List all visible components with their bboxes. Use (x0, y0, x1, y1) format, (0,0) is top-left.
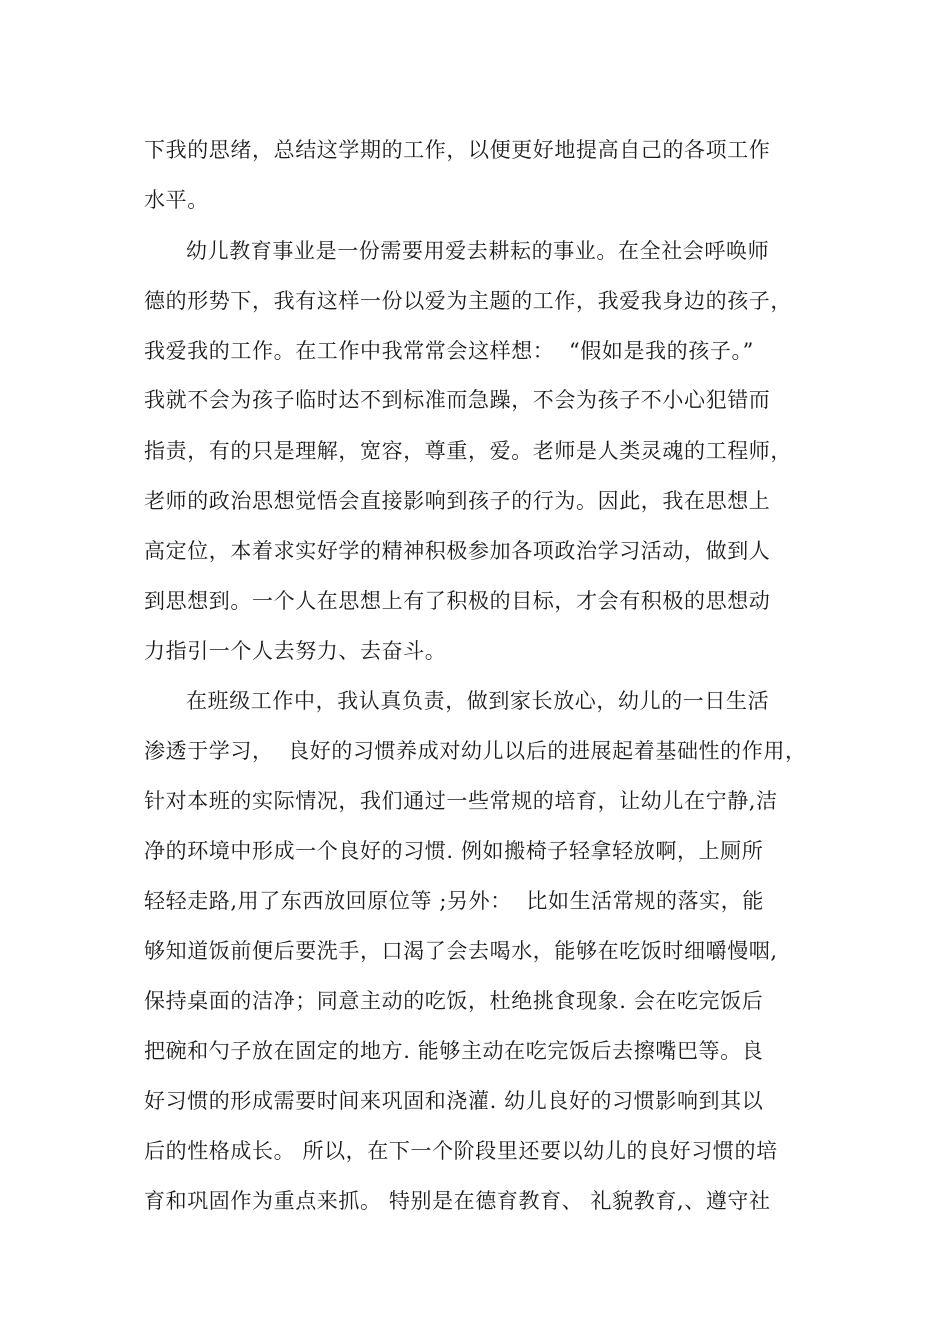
text-line: 后的性格成长。 所以，在下一个阶段里还要以幼儿的良好习惯的培 (144, 1139, 778, 1163)
text-line: 下我的思绪，总结这学期的工作，以便更好地提高自己的各项工作 (144, 138, 771, 162)
text-line: 我就不会为孩子临时达不到标准而急躁，不会为孩子不小心犯错而 (144, 388, 771, 412)
text-line: 渗透于学习， 良好的习惯养成对幼儿以后的进展起着基础性的作用， (144, 739, 807, 763)
text-line: 育和巩固作为重点来抓。 特别是在德育教育、 礼貌教育,、遵守社 (144, 1189, 771, 1213)
text-line: 老师的政治思想觉悟会直接影响到孩子的行为。因此，我在思想上 (144, 489, 771, 513)
text-line: 好习惯的形成需要时间来巩固和浇灌. 幼儿良好的习惯影响到其以 (144, 1089, 764, 1113)
text-line: 指责，有的只是理解，宽容，尊重，爱。老师是人类灵魂的工程师， (144, 439, 792, 463)
text-line: 把碗和勺子放在固定的地方. 能够主动在吃完饭后去擦嘴巴等。良 (144, 1039, 764, 1063)
text-line: 净的环境中形成一个良好的习惯. 例如搬椅子轻拿轻放啊，上厕所 (144, 839, 764, 863)
text-line: 够知道饭前便后要洗手，口渴了会去喝水，能够在吃饭时细嚼慢咽, (144, 939, 778, 963)
text-line: 我爱我的工作。在工作中我常常会这样想： “假如是我的孩子。” (144, 339, 754, 363)
paragraph-first-line: 在班级工作中，我认真负责，做到家长放心，幼儿的一日生活 (186, 689, 770, 713)
text-line: 到思想到。一个人在思想上有了积极的目标，才会有积极的思想动 (144, 589, 771, 613)
paragraph-first-line: 幼儿教育事业是一份需要用爱去耕耘的事业。在全社会呼唤师 (186, 239, 770, 263)
text-line: 水平。 (144, 188, 209, 212)
text-line: 高定位，本着求实好学的精神积极参加各项政治学习活动，做到人 (144, 539, 771, 563)
text-line: 保持桌面的洁净；同意主动的吃饭，杜绝挑食现象. 会在吃完饭后 (144, 989, 764, 1013)
text-line: 轻轻走路,用了东西放回原位等 ;另外： 比如生活常规的落实，能 (144, 889, 764, 913)
text-line: 针对本班的实际情况，我们通过一些常规的培育，让幼儿在宁静,洁 (144, 789, 778, 813)
text-line: 力指引一个人去努力、去奋斗。 (144, 639, 447, 663)
text-line: 德的形势下，我有这样一份以爱为主题的工作，我爱我身边的孩子， (144, 289, 792, 313)
